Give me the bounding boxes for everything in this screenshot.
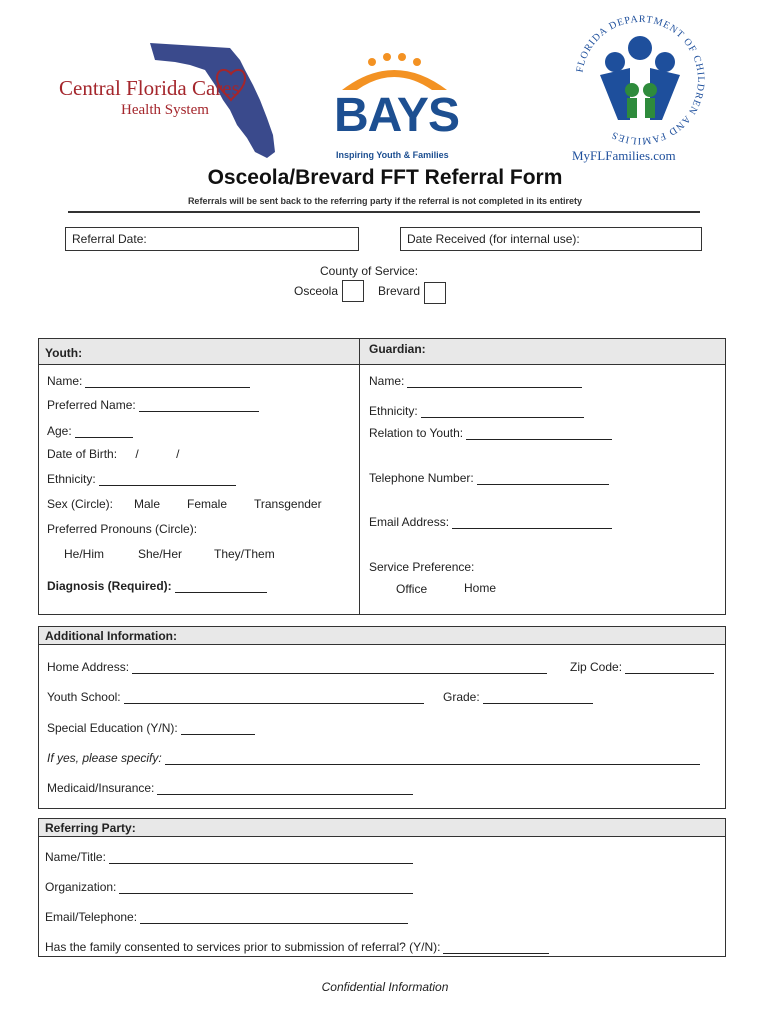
title-rule [68, 211, 700, 213]
section-header-bar [39, 339, 725, 365]
county-label: County of Service: [320, 264, 419, 278]
youth-ethnicity-field[interactable] [47, 472, 236, 486]
grade-label: Grade: [443, 690, 480, 704]
home-address-field[interactable] [47, 660, 547, 674]
form-title: Osceola/Brevard FFT Referral Form [207, 166, 563, 189]
family-consent-label: Has the family consented to services prior to submission of referral? (Y/N): [45, 940, 441, 954]
additional-info-section [38, 626, 726, 809]
additional-header-bar [39, 627, 725, 645]
referrer-organization-field[interactable] [45, 880, 413, 894]
youth-dob-label: Date of Birth: [47, 447, 118, 461]
diagnosis-label: Diagnosis (Required): [47, 579, 172, 593]
additional-header: Additional Information: [45, 629, 177, 643]
dcf-logo [570, 10, 710, 165]
county-brevard-checkbox[interactable] [424, 282, 446, 304]
youth-school-field[interactable] [47, 690, 424, 704]
cfc-logo [55, 40, 285, 165]
youth-header: Youth: [45, 346, 83, 360]
service-option-home[interactable]: Home [464, 581, 497, 595]
cfc-name: Central Florida Cares [59, 76, 240, 100]
youth-preferred-name-field[interactable] [47, 398, 259, 412]
youth-sex-label: Sex (Circle): [47, 497, 114, 511]
column-divider [359, 339, 360, 614]
form-subtitle: Referrals will be sent back to the referring party if the referral is not completed in its entirety [187, 196, 583, 206]
if-yes-specify-field[interactable] [47, 751, 700, 765]
sex-option-female[interactable]: Female [187, 497, 228, 511]
bays-tagline: Inspiring Youth & Families [336, 150, 449, 160]
guardian-email-label: Email Address: [369, 515, 450, 529]
county-osceola-label: Osceola [294, 284, 339, 298]
dob-slash-2: / [176, 447, 180, 461]
referrer-email-telephone-field[interactable] [45, 910, 408, 924]
home-address-label: Home Address: [47, 660, 130, 674]
grade-field[interactable] [443, 690, 593, 704]
confidential-footer: Confidential Information [321, 980, 449, 994]
guardian-name-label: Name: [369, 374, 405, 388]
zip-code-field[interactable] [570, 660, 714, 674]
referrer-name-title-field[interactable] [45, 850, 413, 864]
cfc-subname: Health System [121, 102, 209, 118]
youth-age-label: Age: [47, 424, 72, 438]
referrer-name-title-label: Name/Title: [45, 850, 106, 864]
date-received-field[interactable] [400, 227, 702, 251]
service-option-office[interactable]: Office [396, 582, 428, 596]
dcf-seal-icon [570, 10, 710, 150]
bays-logo [332, 52, 457, 164]
referring-header-bar [39, 819, 725, 837]
sex-option-male[interactable]: Male [134, 497, 161, 511]
pronoun-option-theythem[interactable]: They/Them [214, 547, 275, 561]
pronoun-option-sheher[interactable]: She/Her [138, 547, 183, 561]
if-yes-specify-label: If yes, please specify: [47, 751, 162, 765]
sunrise-icon [332, 52, 457, 92]
guardian-ethnicity-label: Ethnicity: [369, 404, 418, 418]
zip-code-label: Zip Code: [570, 660, 623, 674]
youth-ethnicity-label: Ethnicity: [47, 472, 96, 486]
guardian-name-field[interactable] [369, 374, 582, 388]
pronouns-label: Preferred Pronouns (Circle): [47, 522, 198, 536]
diagnosis-field[interactable] [47, 579, 267, 593]
service-preference-label: Service Preference: [369, 560, 475, 574]
family-consent-field[interactable] [45, 940, 549, 954]
referrer-organization-label: Organization: [45, 880, 117, 894]
county-osceola-checkbox[interactable] [342, 280, 364, 302]
svg-text:FLORIDA DEPARTMENT OF CHILDREN: FLORIDA DEPARTMENT OF CHILDREN AND FAMILIES [574, 13, 707, 147]
referring-party-section [38, 818, 726, 957]
guardian-email-field[interactable] [369, 515, 612, 529]
medicaid-insurance-label: Medicaid/Insurance: [47, 781, 155, 795]
dob-slash-1: / [135, 447, 139, 461]
referral-date-field[interactable] [65, 227, 359, 251]
special-education-field[interactable] [47, 721, 255, 735]
sex-option-transgender[interactable]: Transgender [254, 497, 322, 511]
guardian-ethnicity-field[interactable] [369, 404, 584, 418]
guardian-telephone-field[interactable] [369, 471, 609, 485]
youth-name-label: Name: [47, 374, 83, 388]
date-received-label: Date Received (for internal use): [407, 232, 580, 246]
referral-date-label: Referral Date: [72, 232, 147, 246]
youth-guardian-section [38, 338, 726, 615]
youth-school-label: Youth School: [47, 690, 121, 704]
dcf-website: MyFLFamilies.com [572, 148, 676, 163]
special-education-label: Special Education (Y/N): [47, 721, 178, 735]
guardian-relation-label: Relation to Youth: [369, 426, 464, 440]
youth-dob-field[interactable] [47, 447, 179, 461]
bays-name: BAYS [334, 89, 459, 142]
referrer-email-telephone-label: Email/Telephone: [45, 910, 138, 924]
pronoun-option-hehim[interactable]: He/Him [64, 547, 105, 561]
youth-preferred-name-label: Preferred Name: [47, 398, 136, 412]
county-brevard-label: Brevard [378, 284, 421, 298]
guardian-header: Guardian: [369, 342, 426, 356]
referring-header: Referring Party: [45, 821, 136, 835]
youth-name-field[interactable] [47, 374, 250, 388]
guardian-telephone-label: Telephone Number: [369, 471, 474, 485]
guardian-relation-field[interactable] [369, 426, 612, 440]
youth-age-field[interactable] [47, 424, 133, 438]
medicaid-insurance-field[interactable] [47, 781, 413, 795]
